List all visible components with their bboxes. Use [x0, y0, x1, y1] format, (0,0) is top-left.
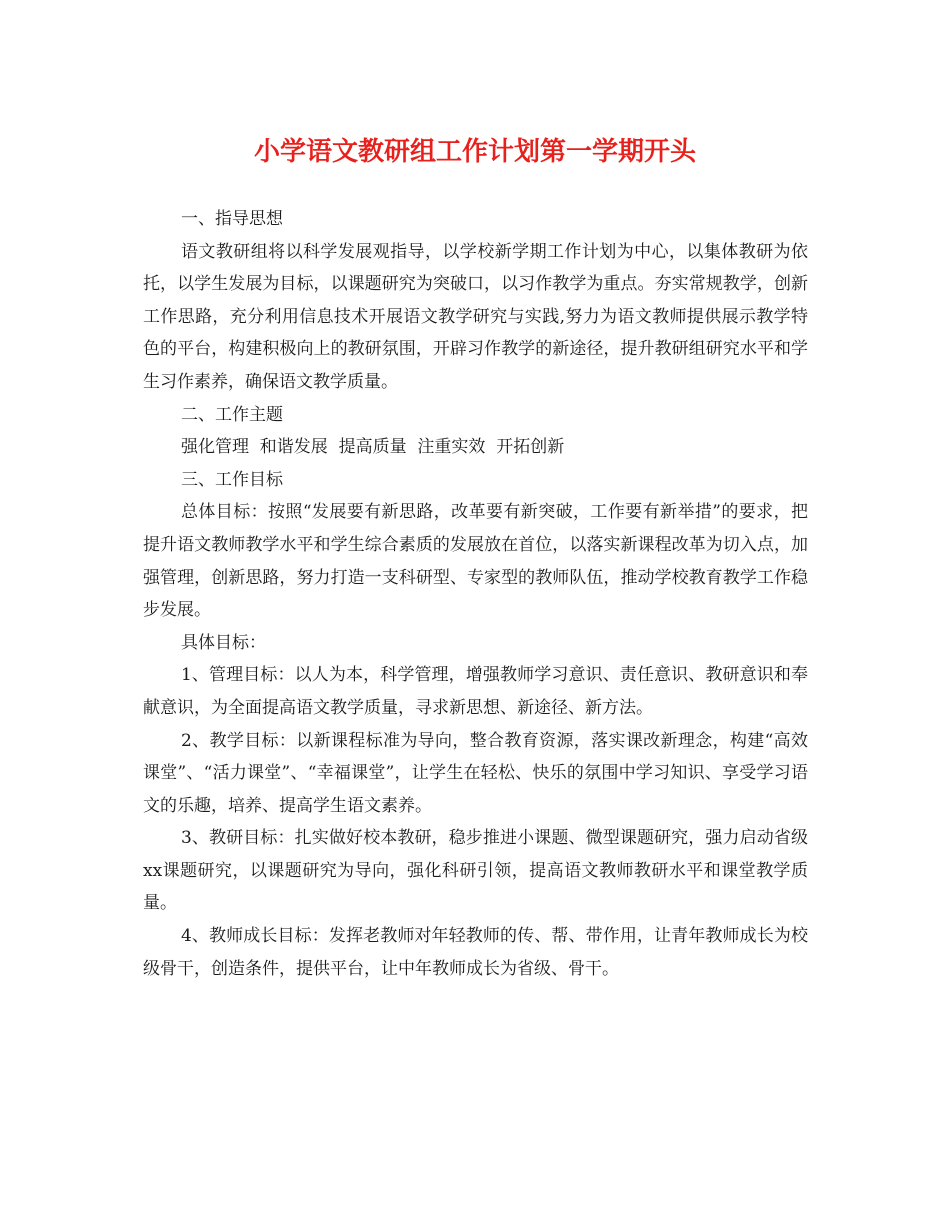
paragraph-research-goal: 3、教研目标：扎实做好校本教研，稳步推进小课题、微型课题研究，强力启动省级xx课题研究，以课题研究为导向，强化科研引领，提高语文教师教研水平和课堂教学质量。 — [143, 828, 808, 914]
heading-work-theme: 二、工作主题 — [181, 404, 283, 425]
paragraph-guiding-ideology: 语文教研组将以科学发展观指导，以学校新学期工作计划为中心，以集体教研为依托，以学生发展为目标，以课题研究为突破口，以习作教学为重点。夯实常规教学，创新工作思路，充分利用信息技术开展语文教学研究与实践,努力为语文教师提供展示教学特色的平台，构建积极向上的教研氛围，开辟习作教学的新途径，提升教研组研究水平和学生习作素养，确保语文教学质量。 — [143, 241, 808, 392]
paragraph-management-goal: 1、管理目标：以人为本，科学管理，增强教师学习意识、责任意识、教研意识和奉献意识，为全面提高语文教学质量，寻求新思想、新途径、新方法。 — [143, 665, 808, 718]
paragraph-teaching-goal: 2、教学目标：以新课程标准为导向，整合教育资源，落实课改新理念，构建“高效课堂”、“活力课堂”、“幸福课堂”，让学生在轻松、快乐的氛围中学习知识、享受学习语文的乐趣，培养、提高学生语文素养。 — [143, 730, 808, 816]
document-title: 小学语文教研组工作计划第一学期开头 — [253, 137, 696, 167]
heading-work-goals: 三、工作目标 — [181, 469, 283, 490]
paragraph-teacher-growth-goal: 4、教师成长目标：发挥老教师对年轻教师的传、帮、带作用，让青年教师成长为校级骨干，创造条件，提供平台，让中年教师成长为省级、骨干。 — [143, 926, 808, 979]
heading-specific-goals: 具体目标： — [181, 632, 266, 653]
paragraph-work-theme: 强化管理 和谐发展 提高质量 注重实效 开拓创新 — [181, 437, 565, 458]
paragraph-overall-goal: 总体目标：按照“发展要有新思路，改革要有新突破，工作要有新举措”的要求，把提升语文教师教学水平和学生综合素质的发展放在首位，以落实新课程改革为切入点，加强管理，创新思路，努力打造一支科研型、专家型的教师队伍，推动学校教育教学工作稳步发展。 — [143, 502, 808, 621]
document-body — [143, 203, 808, 985]
heading-guiding-ideology: 一、指导思想 — [181, 209, 283, 229]
